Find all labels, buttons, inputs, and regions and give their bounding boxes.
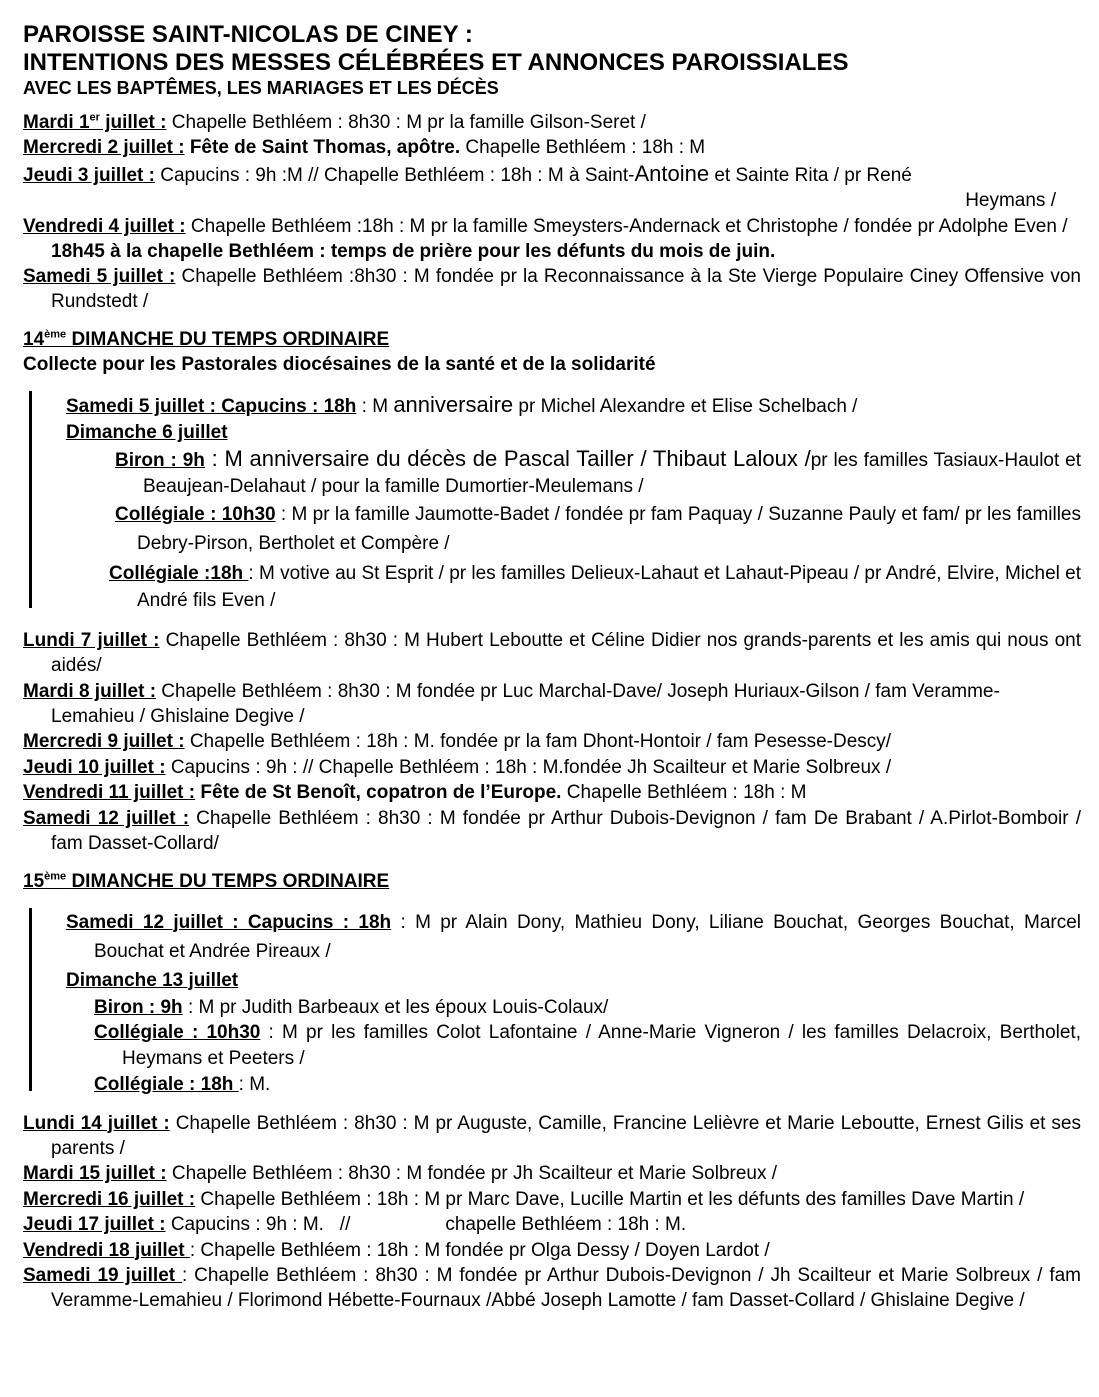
sunday-15-biron: Biron : 9h : M pr Judith Barbeaux et les époux Louis-Colaux/ <box>94 996 609 1018</box>
entry-date: Samedi 5 juillet : <box>23 266 176 288</box>
entry-text: Chapelle Bethléem : 18h : M <box>460 137 706 159</box>
entry-feast: Fête de Saint Thomas, apôtre. <box>184 137 461 159</box>
sunday-14-collegiale-10h30: Collégiale : 10h30 : M pr la famille Jaumotte-Badet / fondée pr fam Paquay / Suzanne Pauly et fam/ pr les familles Debry-Pirson, Bertholet et Compère / <box>115 503 1082 554</box>
header <box>23 20 1081 99</box>
entry-samedi-5 <box>23 264 1081 315</box>
section-bar <box>29 391 32 608</box>
sunday-14-saturday: Samedi 5 juillet : Capucins : 18h : M anniversaire pr Michel Alexandre et Elise Schelbach / <box>66 391 858 417</box>
bulletin-page <box>23 20 1081 1314</box>
sunday-14-biron: Biron : 9h : M anniversaire du décès de Pascal Tailler / Thibaut Laloux /pr les familles Tasiaux-Haulot et Beaujean-Delahaut / pour la famille Dumortier-Meulemans / <box>115 445 1082 497</box>
collecte-notice: Collecte pour les Pastorales diocésaines de la santé et de la solidarité <box>23 353 656 375</box>
page-title: PAROISSE SAINT-NICOLAS DE CINEY : <box>23 21 473 48</box>
entry-lundi-7: Lundi 7 juillet : Chapelle Bethléem : 8h30 : M Hubert Leboutte et Céline Didier nos grands-parents et les amis qui nous ont aidés/ <box>23 629 1081 677</box>
sunday-15-heading: 15ème DIMANCHE DU TEMPS ORDINAIRE <box>23 870 390 892</box>
week-2-entries <box>23 628 1081 857</box>
entry-vendredi-4 <box>23 214 1081 239</box>
entry-text: Chapelle Bethléem :8h30 : M fondée pr la Reconnaissance à la Ste Vierge Populaire Ciney Offensive von Rundstedt / <box>51 266 1081 313</box>
sunday-15-saturday: Samedi 12 juillet : Capucins : 18h : M pr Alain Dony, Mathieu Dony, Liliane Bouchat, Georges Bouchat, Marcel Bouchat et Andrée Pireaux / <box>66 911 1082 962</box>
week-1-entries <box>23 110 1081 315</box>
sunday-15-collegiale-18h: Collégiale : 18h : M. <box>94 1073 271 1095</box>
sunday-14-collegiale-18h: Collégiale :18h : M votive au St Esprit / pr les familles Delieux-Lahaut et Lahaut-Pipeau / pr André, Elvire, Michel et André fils Even / <box>109 562 1081 611</box>
entry-mercredi-16: Mercredi 16 juillet : Chapelle Bethléem : 18h : M pr Marc Dave, Lucille Martin et les défunts des familles Dave Martin / <box>23 1188 1025 1210</box>
entry-vendredi-18: Vendredi 18 juillet : Chapelle Bethléem : 18h : M fondée pr Olga Dessy / Doyen Lardot / <box>23 1239 770 1261</box>
entry-date: Mercredi 2 juillet : <box>23 137 185 159</box>
entry-text: Chapelle Bethléem :18h : M pr la famille Smeysters-Andernack et Christophe / fondée pr Adolphe Even / <box>185 215 1068 237</box>
entry-vendredi-11: Vendredi 11 juillet : Fête de St Benoît, copatron de l’Europe. Chapelle Bethléem : 18h : M <box>23 782 807 804</box>
week-3-entries <box>23 1111 1081 1314</box>
entry-jeudi-17: Jeudi 17 juillet : Capucins : 9h : M. // chapelle Bethléem : 18h : M. <box>23 1214 687 1236</box>
entry-date: Mardi 1er juillet : <box>23 111 167 133</box>
sunday-14-date: Dimanche 6 juillet <box>66 421 228 443</box>
entry-mercredi-2 <box>23 135 1081 160</box>
page-subheading: AVEC LES BAPTÊMES, LES MARIAGES ET LES DÉCÈS <box>23 78 499 98</box>
entry-samedi-12: Samedi 12 juillet : Chapelle Bethléem : 8h30 : M fondée pr Arthur Dubois-Devignon / fam De Brabant / A.Pirlot-Bomboir / fam Dasset-Collard/ <box>23 807 1081 855</box>
sunday-14-heading: 14ème DIMANCHE DU TEMPS ORDINAIRE <box>23 328 390 350</box>
entry-jeudi-10: Jeudi 10 juillet : Capucins : 9h : // Chapelle Bethléem : 18h : M.fondée Jh Scailteur et Marie Solbreux / <box>23 756 892 778</box>
entry-vendredi-4-prayer: 18h45 à la chapelle Bethléem : temps de prière pour les défunts du mois de juin. <box>51 241 776 263</box>
entry-lundi-14: Lundi 14 juillet : Chapelle Bethléem : 8h30 : M pr Auguste, Camille, Francine Lelièvre et Marie Leboutte, Ernest Gilis et ses parents / <box>23 1112 1081 1159</box>
entry-mardi-15: Mardi 15 juillet : Chapelle Bethléem : 8h30 : M fondée pr Jh Scailteur et Marie Solbreux / <box>23 1163 778 1185</box>
sunday-15-date: Dimanche 13 juillet <box>66 969 239 991</box>
sunday-14-block <box>23 391 1081 614</box>
entry-date: Jeudi 3 juillet : <box>23 164 155 186</box>
entry-mardi-8: Mardi 8 juillet : Chapelle Bethléem : 8h30 : M fondée pr Luc Marchal-Dave/ Joseph Huriaux-Gilson / fam Veramme-Lemahieu / Ghislaine Degive / <box>23 680 1000 728</box>
page-subtitle: INTENTIONS DES MESSES CÉLÉBRÉES ET ANNONCES PAROISSIALES <box>23 49 849 76</box>
sunday-15-collegiale-10h30: Collégiale : 10h30 : M pr les familles Colot Lafontaine / Anne-Marie Vigneron / les familles Delacroix, Bertholet, Heymans et Peeters / <box>94 1021 1081 1069</box>
entry-jeudi-3: Jeudi 3 juillet : Capucins : 9h :M // Chapelle Bethléem : 18h : M à Saint-Antoine et Sainte Rita / pr René Heymans / <box>23 160 1056 212</box>
entry-samedi-19: Samedi 19 juillet : Chapelle Bethléem : 8h30 : M fondée pr Arthur Dubois-Devignon / Jh Scailteur et Marie Solbreux / fam Veramme-Lemahieu / Florimond Hébette-Fournaux /Abbé Joseph Lamotte / fam Dasset-Collard / Ghislaine Degive / <box>23 1264 1082 1312</box>
entry-text: Chapelle Bethléem : 8h30 : M pr la famille Gilson-Seret / <box>166 112 646 133</box>
section-bar <box>29 908 32 1091</box>
sunday-15-block <box>23 908 1081 1097</box>
entry-date: Vendredi 4 juillet : <box>23 215 186 237</box>
entry-mercredi-9: Mercredi 9 juillet : Chapelle Bethléem : 18h : M. fondée pr la fam Dhont-Hontoir / fam Pesesse-Descy/ <box>23 731 892 753</box>
entry-mardi-1 <box>23 110 1081 135</box>
